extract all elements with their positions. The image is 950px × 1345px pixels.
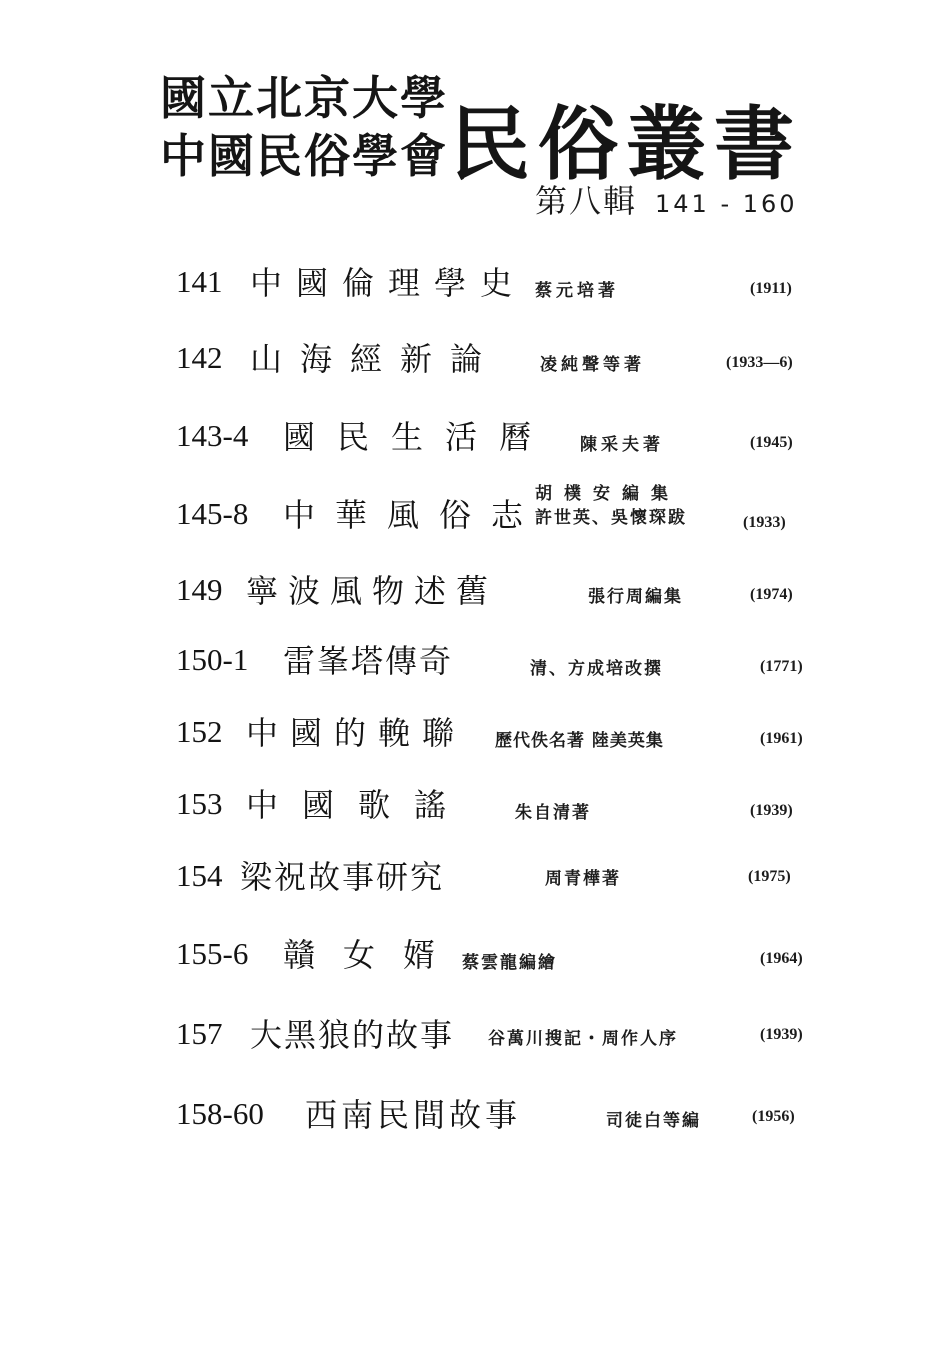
collection-range: 141 - 160 [655, 190, 798, 218]
entry-number: 143-4 [176, 418, 249, 453]
entry-title: 中國倫理學史 [250, 264, 527, 302]
entry-author: 歷代佚名著 陸美英集 [495, 731, 664, 751]
entry-author: 張行周編集 [588, 587, 683, 607]
entry-year: (1933) [743, 514, 786, 531]
entry-author: 谷萬川搜記・周作人序 [488, 1029, 678, 1049]
entry-number: 145-8 [176, 496, 249, 531]
entry-number: 141 [176, 264, 223, 299]
entry-year: (1933—6) [726, 354, 793, 371]
entry-number: 154 [176, 858, 223, 893]
entry-author: 司徒白等編 [606, 1111, 701, 1131]
entry-author: 朱自清著 [515, 803, 591, 823]
entry-author: 蔡元培著 [535, 281, 619, 301]
entry-title: 大黑狼的故事 [250, 1016, 455, 1054]
entry-author: 周青樺著 [545, 869, 621, 889]
entry-title: 梁祝故事研究 [240, 858, 445, 896]
entry-title: 國民生活曆 [283, 418, 554, 456]
entry-number: 142 [176, 340, 223, 375]
entry-title: 贛女婿 [283, 936, 464, 974]
entry-author: 清、方成培改撰 [530, 659, 663, 679]
entry-year: (1939) [760, 1026, 803, 1043]
entry-155-6 [0, 930, 950, 990]
entry-author-line-2: 許世英、吳懷琛跋 [535, 508, 687, 528]
entry-152 [0, 708, 950, 768]
entry-145-8 [0, 484, 950, 550]
entry-title: 雷峯塔傳奇 [283, 642, 454, 680]
entry-title: 山海經新論 [250, 340, 501, 378]
entry-year: (1945) [750, 434, 793, 451]
collection-heading [535, 176, 798, 222]
entry-number: 153 [176, 786, 223, 821]
entry-year: (1975) [748, 868, 791, 885]
entry-year: (1939) [750, 802, 793, 819]
entry-154 [0, 852, 950, 912]
entry-author: 蔡雲龍編繪 [462, 953, 557, 973]
series-title: 民俗叢書 [450, 97, 802, 191]
entry-149 [0, 566, 950, 626]
entry-title: 中國歌謠 [246, 786, 471, 824]
entry-year: (1964) [760, 950, 803, 967]
entry-157 [0, 1010, 950, 1070]
entry-title: 中國的輓聯 [246, 714, 467, 752]
entry-year: (1974) [750, 586, 793, 603]
entry-141 [0, 258, 950, 318]
institution-line-2: 中國民俗學會 [160, 129, 448, 183]
entry-number: 152 [176, 714, 223, 749]
entry-title: 寧波風物述舊 [246, 572, 499, 610]
entry-title: 中華風俗志 [283, 496, 544, 534]
entry-number: 150-1 [176, 642, 249, 677]
entry-author-line-1: 胡樸安編集 [535, 484, 680, 504]
entry-author: 凌純聲等著 [540, 355, 645, 375]
entry-158-60 [0, 1090, 950, 1150]
entry-year: (1771) [760, 658, 803, 675]
entry-143-4 [0, 412, 950, 472]
entry-number: 157 [176, 1016, 223, 1051]
entry-year: (1956) [752, 1108, 795, 1125]
entry-title: 西南民間故事 [305, 1096, 522, 1134]
collection-label: 第八輯 [535, 182, 638, 220]
entry-number: 155-6 [176, 936, 249, 971]
entry-number: 158-60 [176, 1096, 264, 1131]
entry-number: 149 [176, 572, 223, 607]
entry-142 [0, 334, 950, 394]
institution-line-1: 國立北京大學 [160, 71, 448, 125]
entry-author: 陳采夫著 [580, 435, 664, 455]
entry-153 [0, 780, 950, 840]
entry-year: (1911) [750, 280, 792, 297]
entry-year: (1961) [760, 730, 803, 747]
entry-150-1 [0, 636, 950, 696]
